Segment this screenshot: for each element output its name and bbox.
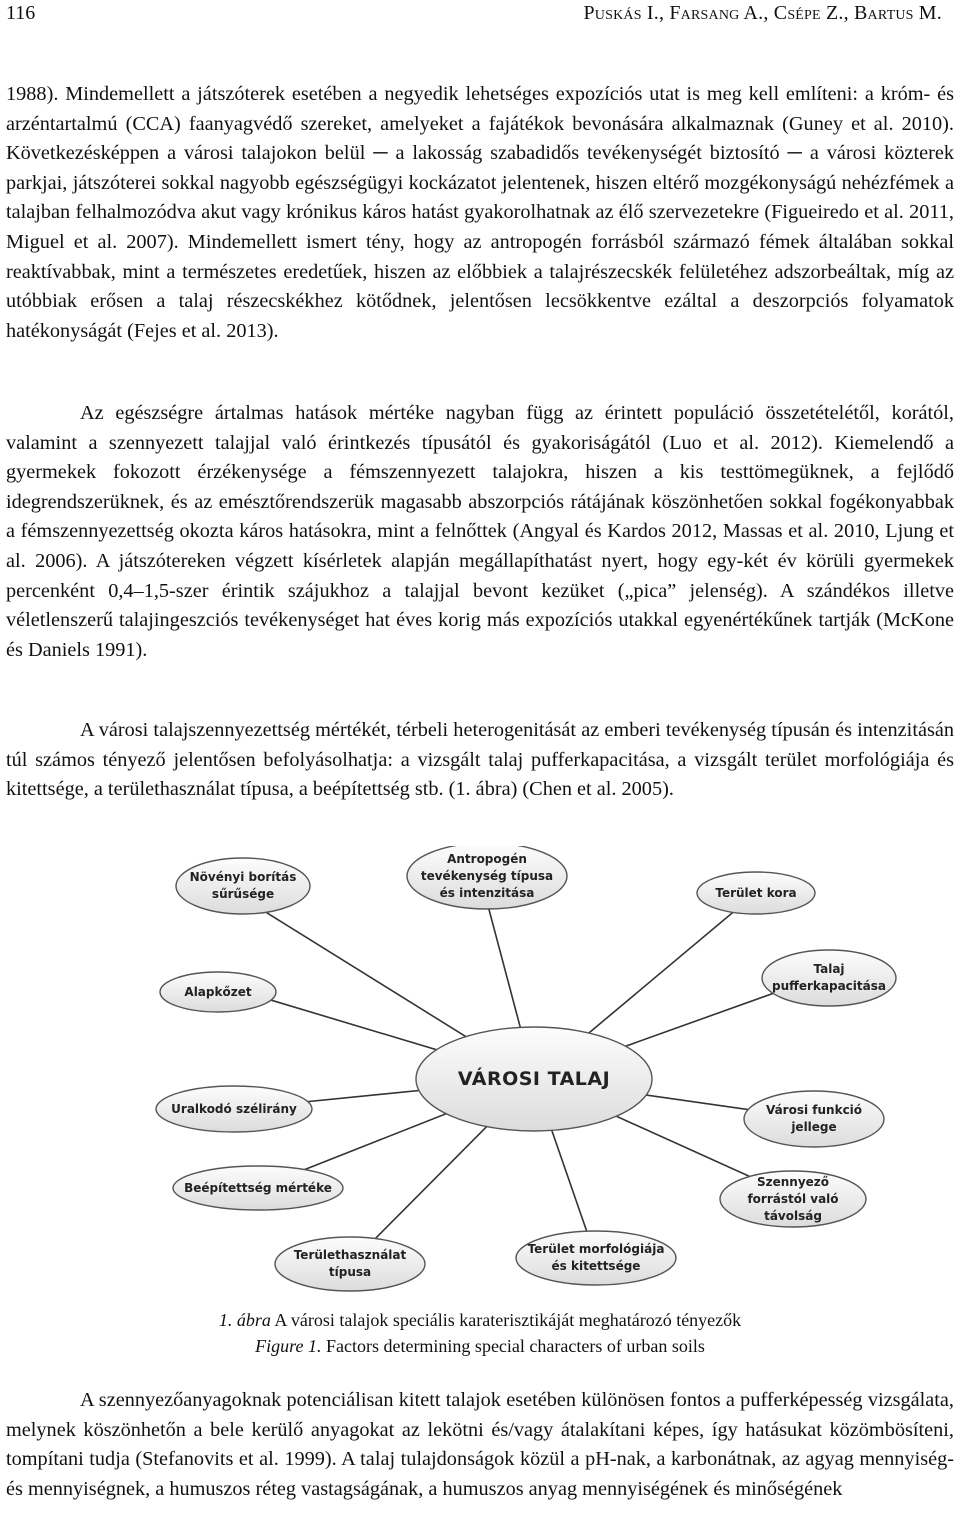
node-terulet-kora: Terület kora [715,885,797,900]
node-szennyezo-forras: Szennyező forrástól való távolság [747,1174,839,1223]
running-header [6,2,942,32]
node-terulet-morfologia: Terület morfológiája és kitettsége [527,1242,665,1273]
caption-en-label: Figure 1. [255,1336,322,1356]
figure-diagram [148,846,908,1296]
paragraph-4: A szennyezőanyagoknak potenciálisan kitett talajok esetében különösen fontos a pufferképesség vizsgálata, melynek köszönhetőn a bele kerülő anyagokat az lekötni és/vagy átalakítani képes, így hatásukat közömbösíteni, tompítani tudja (Stefanovits et al. 1999). A talaj tulajdonságok közül a pH-nak, a karbonátnak, az agyag mennyiség- és mennyiségnek, a humuszos réteg vastagságának, a humuszos anyag mennyiségének és minőségének [6,1389,954,1500]
node-uralkodo-szelirany: Uralkodó szélirány [171,1101,297,1116]
node-teruleithasznalat: Területhasználat típusa [293,1248,407,1279]
caption-hu-text: A városi talajok speciális karaterisztikáját meghatározó tényezők [274,1310,742,1330]
node-varosi-funkcio: Városi funkció jellege [765,1103,863,1134]
node-beepitettseg: Beépítettség mértéke [184,1180,332,1195]
paragraph-1: 1988). Mindemellett a játszóterek esetében a negyedik lehetséges expozíciós utat is meg kell említeni: a króm- és arzéntartalmú (CCA) faanyagvédő szereket, amelyeket a fajátékok bevonására alkalmaznak (Guney et al. 2010). Következésképpen a városi talajokon belül ─ a lakosság szabadidős tevékenységét biztosító ─ a városi közterek parkjai, játszóterei sokkal nagyobb egészségügyi kockázatot jelentenek, hiszen eltérő mozgékonyságú nehézfémek a talajban felhalmozódva akut vagy krónikus káros hatást gyakorolhatnak az élő szervezetekre (Figueiredo et al. 2011, Miguel et al. 2007). Mindemellett ismert tény, hogy az antropogén forrásból származó fémek általában sokkal reaktívabbak, mint a természetes eredetűek, hiszen az előbbiek a talajrészecskék felületéhez adszorbeáltak, míg az utóbbiak erősen a talaj részecskékhez kötődnek, jelentősen lecsökkentve ezáltal a deszorpciós folyamatok hatékonyságát (Fejes et al. 2013). [6,83,954,342]
node-novenyi-boritas: Növényi borítás sűrűsége [189,870,297,901]
node-talaj-pufferkapacitasa: Talaj pufferkapacitása [772,962,886,993]
figure-caption-en [0,1334,960,1358]
caption-hu-label: 1. ábra [218,1310,271,1330]
page-number: 116 [6,2,36,24]
paragraph-3: A városi talajszennyezettség mértékét, térbeli heterogenitását az emberi tevékenység típusán és intenzitásán túl számos tényező jelentősen befolyásolhatja: a vizsgált talaj pufferkapacitása, a vizsgált terület morfológiája és kitettsége, a területhasználat típusa, a beépítettség stb. (1. ábra) (Chen et al. 2005). [6,719,954,801]
figure-caption-hu [0,1308,960,1332]
node-alapkozet: Alapkőzet [184,984,252,999]
node-varosi-talaj: VÁROSI TALAJ [457,1067,611,1090]
paragraph-2: Az egészségre ártalmas hatások mértéke nagyban függ az érintett populáció összetételétől, korától, valamint a szennyezett talajjal való érintkezés típusától és gyakoriságától (Luo et al. 2012). Kiemelendő a gyermekek fokozott érzékenysége a fémszennyezett talajokra, hiszen a kis testtömegüknek, a fejlődő idegrendszerüknek, és az emésztőrendszerük magasabb abszorpciós rátájának köszönhetően sokkal fogékonyabbak a fémszennyezettség okozta káros hatásokra, mint a felnőttek (Angyal és Kardos 2012, Massas et al. 2010, Ljung et al. 2006). A játszótereken végzett kísérletek alapján megállapíthatást nyert, hogy egy-két év körüli gyermekek percenként 0,4–1,5-szer érintik szájukhoz a talajjal bevont kezüket („pica” jelenség). A szándékos illetve véletlenszerű talajingeszciós tevékenységet hat éves korig más expozíciós utakkal egyenértékűnek tartják (McKone és Daniels 1991). [6,402,954,661]
caption-en-text: Factors determining special characters of urban soils [325,1336,705,1356]
node-antropogen: Antropogén tevékenység típusa és intenzitása [420,851,554,900]
header-authors: Puskás I., Farsang A., Csépe Z., Bartus M. [583,2,942,24]
